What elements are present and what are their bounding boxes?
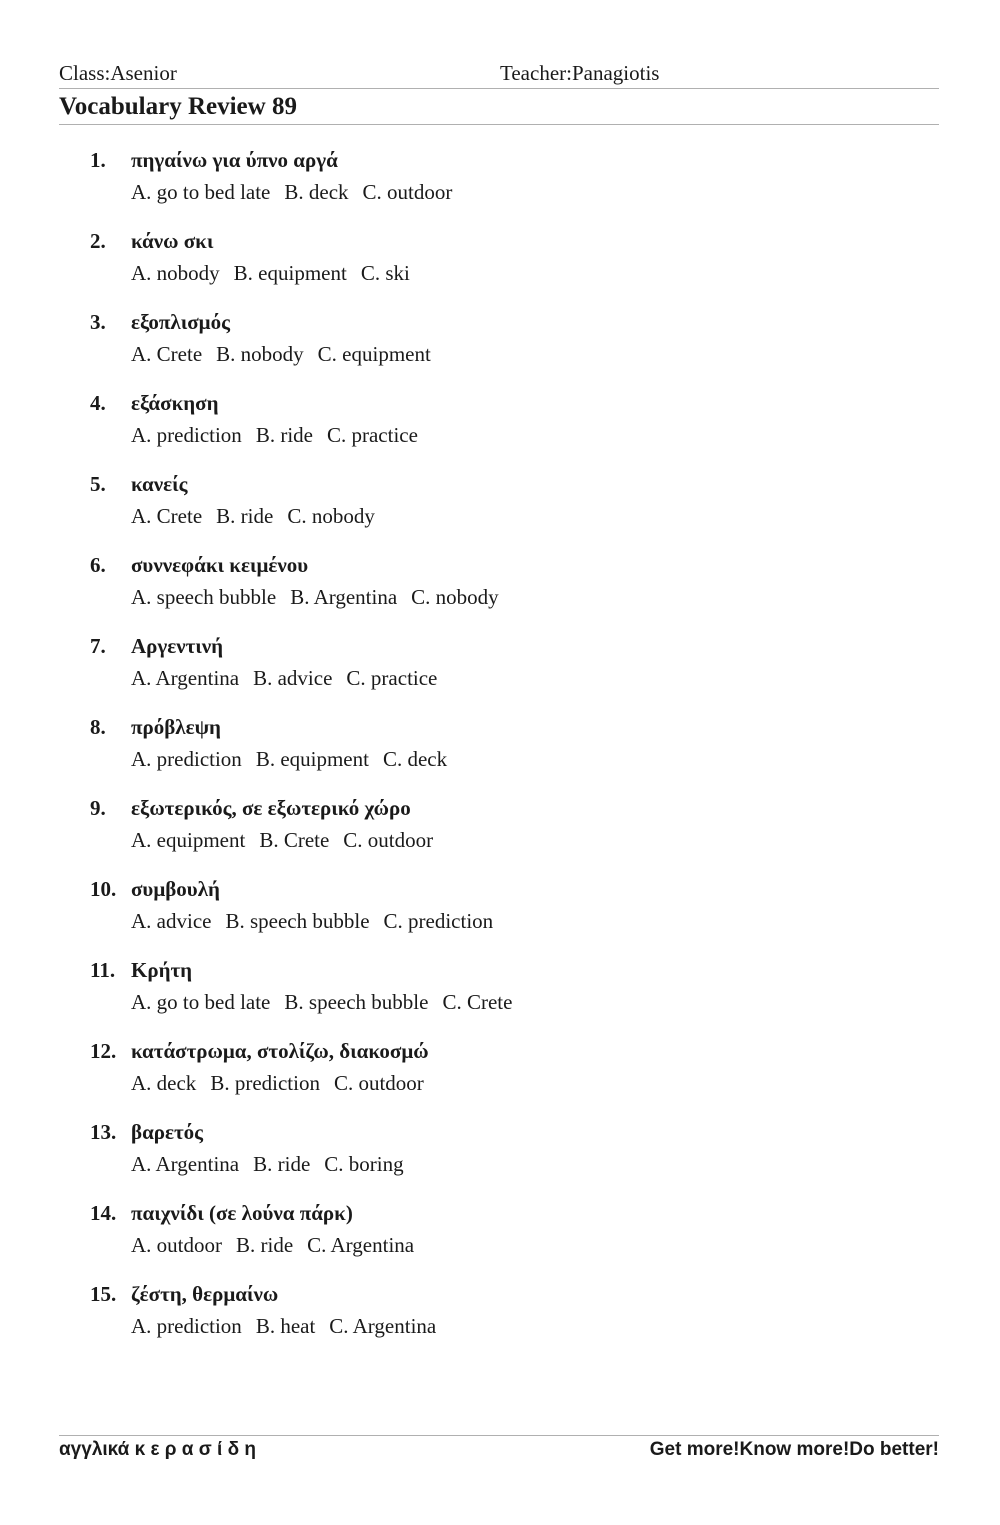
question-number: 7. <box>90 634 106 658</box>
question-item <box>0 472 1000 553</box>
answer-option-b[interactable]: B. ride <box>255 423 313 447</box>
question-item <box>0 958 1000 1039</box>
question-number: 1. <box>90 148 106 172</box>
question-item <box>0 715 1000 796</box>
title-divider <box>59 124 939 125</box>
answer-option-c[interactable]: C. nobody <box>287 504 375 528</box>
answer-option-a[interactable]: A. speech bubble <box>131 585 277 609</box>
answer-options <box>131 585 513 610</box>
answer-option-b[interactable]: B. Crete <box>259 828 330 852</box>
question-number: 5. <box>90 472 106 496</box>
answer-option-a[interactable]: A. deck <box>131 1071 197 1095</box>
answer-options <box>131 909 507 934</box>
answer-option-a[interactable]: A. Crete <box>131 504 203 528</box>
answer-option-c[interactable]: C. practice <box>346 666 438 690</box>
answer-option-a[interactable]: A. advice <box>131 909 212 933</box>
question-item <box>0 229 1000 310</box>
answer-options <box>131 1314 450 1339</box>
question-item <box>0 148 1000 229</box>
answer-options <box>131 828 447 853</box>
answer-option-a[interactable]: A. prediction <box>131 1314 242 1338</box>
answer-option-c[interactable]: C. Argentina <box>329 1314 437 1338</box>
answer-options <box>131 180 466 205</box>
header-row <box>59 61 939 89</box>
answer-option-b[interactable]: B. equipment <box>233 261 347 285</box>
footer-brand: αγγλικά κ ε ρ α σ ί δ η <box>59 1439 256 1460</box>
answer-option-a[interactable]: A. go to bed late <box>131 180 271 204</box>
question-number: 13. <box>90 1120 117 1144</box>
footer-slogan: Get more!Know more!Do better! <box>649 1439 939 1460</box>
class-label: Class:Asenior <box>59 61 177 85</box>
answer-option-a[interactable]: A. nobody <box>131 261 220 285</box>
answer-option-c[interactable]: C. outdoor <box>343 828 434 852</box>
answer-options <box>131 342 445 367</box>
answer-option-b[interactable]: B. ride <box>216 504 274 528</box>
question-prompt: εξοπλισμός <box>131 310 230 334</box>
answer-option-a[interactable]: A. outdoor <box>131 1233 222 1257</box>
question-number: 11. <box>90 958 116 982</box>
answer-options <box>131 747 461 772</box>
question-number: 15. <box>90 1282 117 1306</box>
answer-option-a[interactable]: A. go to bed late <box>131 990 271 1014</box>
teacher-label: Teacher:Panagiotis <box>500 61 660 85</box>
answer-option-c[interactable]: C. equipment <box>317 342 431 366</box>
answer-option-a[interactable]: A. equipment <box>131 828 246 852</box>
answer-option-c[interactable]: C. outdoor <box>362 180 453 204</box>
question-prompt: εξάσκηση <box>131 391 219 415</box>
answer-option-b[interactable]: B. deck <box>284 180 349 204</box>
question-item <box>0 391 1000 472</box>
answer-options <box>131 1233 428 1258</box>
answer-option-c[interactable]: C. Crete <box>442 990 513 1014</box>
answer-option-b[interactable]: B. ride <box>236 1233 294 1257</box>
answer-option-a[interactable]: A. Argentina <box>131 1152 240 1176</box>
footer <box>59 1439 939 1469</box>
answer-option-b[interactable]: B. heat <box>255 1314 316 1338</box>
question-number: 12. <box>90 1039 117 1063</box>
answer-option-a[interactable]: A. Crete <box>131 342 203 366</box>
answer-options <box>131 1071 438 1096</box>
answer-option-b[interactable]: B. advice <box>253 666 333 690</box>
answer-option-b[interactable]: B. speech bubble <box>284 990 429 1014</box>
question-item <box>0 877 1000 958</box>
answer-option-c[interactable]: C. Argentina <box>307 1233 415 1257</box>
answer-option-a[interactable]: A. Argentina <box>131 666 240 690</box>
question-prompt: κανείς <box>131 472 188 496</box>
question-prompt: κάνω σκι <box>131 229 214 253</box>
answer-option-a[interactable]: A. prediction <box>131 423 242 447</box>
answer-option-c[interactable]: C. practice <box>326 423 418 447</box>
answer-options <box>131 666 451 691</box>
question-item <box>0 1201 1000 1282</box>
question-item <box>0 634 1000 715</box>
question-number: 14. <box>90 1201 117 1225</box>
answer-options <box>131 423 432 448</box>
footer-divider <box>59 1435 939 1436</box>
answer-option-a[interactable]: A. prediction <box>131 747 242 771</box>
question-prompt: εξωτερικός, σε εξωτερικό χώρο <box>131 796 411 820</box>
answer-options <box>131 261 424 286</box>
answer-option-c[interactable]: C. outdoor <box>333 1071 424 1095</box>
answer-option-c[interactable]: C. boring <box>324 1152 404 1176</box>
question-prompt: συμβουλή <box>131 877 220 901</box>
question-item <box>0 1282 1000 1363</box>
answer-option-c[interactable]: C. prediction <box>383 909 494 933</box>
answer-option-b[interactable]: B. equipment <box>255 747 369 771</box>
answer-option-b[interactable]: B. prediction <box>210 1071 320 1095</box>
question-prompt: βαρετός <box>131 1120 204 1144</box>
answer-options <box>131 504 389 529</box>
question-list <box>0 148 1000 1363</box>
question-item <box>0 1039 1000 1120</box>
question-prompt: παιχνίδι (σε λούνα πάρκ) <box>131 1201 353 1225</box>
answer-option-c[interactable]: C. nobody <box>411 585 499 609</box>
question-number: 3. <box>90 310 106 334</box>
page-title: Vocabulary Review 89 <box>59 93 297 120</box>
question-number: 2. <box>90 229 106 253</box>
question-prompt: κατάστρωμα, στολίζω, διακοσμώ <box>131 1039 429 1063</box>
answer-option-b[interactable]: B. ride <box>253 1152 311 1176</box>
question-prompt: πρόβλεψη <box>131 715 221 739</box>
header-divider <box>59 88 939 89</box>
answer-options <box>131 1152 418 1177</box>
answer-option-b[interactable]: B. nobody <box>216 342 304 366</box>
question-prompt: ζέστη, θερμαίνω <box>131 1282 279 1306</box>
answer-option-c[interactable]: C. deck <box>382 747 448 771</box>
question-item <box>0 1120 1000 1201</box>
question-number: 6. <box>90 553 106 577</box>
question-prompt: συννεφάκι κειμένου <box>131 553 309 577</box>
question-number: 9. <box>90 796 106 820</box>
question-item <box>0 553 1000 634</box>
answer-option-b[interactable]: B. Argentina <box>290 585 398 609</box>
question-prompt: πηγαίνω για ύπνο αργά <box>131 148 338 172</box>
answer-option-b[interactable]: B. speech bubble <box>225 909 370 933</box>
question-number: 10. <box>90 877 117 901</box>
question-prompt: Αργεντινή <box>131 634 224 658</box>
question-number: 4. <box>90 391 106 415</box>
question-item <box>0 796 1000 877</box>
question-item <box>0 310 1000 391</box>
answer-option-c[interactable]: C. ski <box>360 261 410 285</box>
question-prompt: Κρήτη <box>131 958 193 982</box>
question-number: 8. <box>90 715 106 739</box>
answer-options <box>131 990 526 1015</box>
